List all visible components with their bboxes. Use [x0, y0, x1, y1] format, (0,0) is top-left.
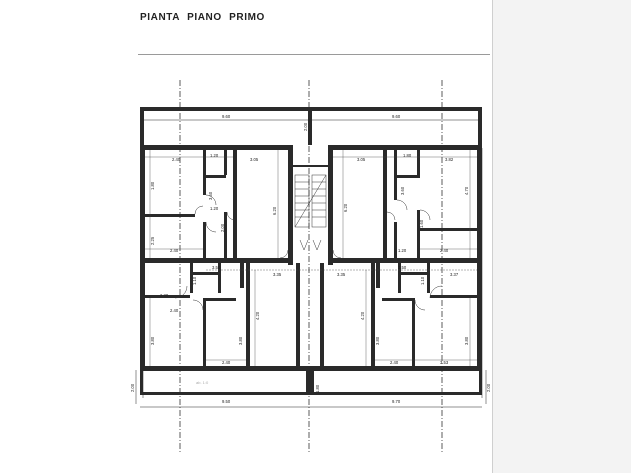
dim-left-w3: 3.05 — [250, 157, 259, 162]
wall-mid-left — [145, 258, 288, 263]
dim-right-h4: 1.20 — [398, 248, 407, 253]
dim-top-right-total: 9.60 — [392, 114, 401, 119]
dim-right-h1: 3.60 — [400, 186, 405, 195]
drawing-title: PIANTA PIANO PRIMO — [140, 12, 265, 23]
dim-left-h6: 1.20 — [210, 206, 219, 211]
wall-bottom — [140, 366, 482, 371]
dim-bottom-right-total: 9.70 — [392, 399, 401, 404]
dim-bottom-left-h: 2.00 — [130, 383, 135, 392]
dim-bottom-core: 1.80 — [315, 384, 320, 393]
dim-low-left-h2: 3.80 — [238, 336, 243, 345]
dim-low-right-h2: 3.80 — [375, 336, 380, 345]
door-swing — [397, 200, 407, 210]
door-swing — [280, 250, 288, 258]
door-swing — [387, 212, 395, 220]
dim-left-h7: 2.00 — [220, 223, 225, 232]
outer-walls — [140, 107, 482, 395]
dim-low-right-b: 3.53 — [440, 360, 449, 365]
stair-treads — [295, 175, 326, 250]
wall-mid-right — [333, 258, 477, 263]
dim-low-right-a: 2.40 — [390, 360, 399, 365]
dim-left-w2: 1.20 — [210, 153, 219, 158]
dim-mid-left-h: 1.10 — [192, 276, 197, 285]
interior-walls-upper-left — [145, 150, 288, 293]
dim-right-h3: 2.40 — [440, 248, 449, 253]
dim-mid-right-b: 3.50 — [398, 265, 407, 270]
dim-right-w3: 3.82 — [445, 157, 454, 162]
door-swing — [333, 250, 341, 258]
dim-low-right-h3: 3.80 — [464, 336, 469, 345]
dim-core-h: 6.20 — [343, 203, 348, 212]
dim-left-w1: 2.40 — [172, 157, 181, 162]
dim-low-left-b: 2.40 — [170, 308, 179, 313]
dimension-chains — [136, 120, 486, 407]
dim-low-left-a: 2.30 — [160, 293, 169, 298]
dim-top-left-total: 9.60 — [222, 114, 231, 119]
dim-bottom-left-total: 9.50 — [222, 399, 231, 404]
dim-mid-right-c: 3.37 — [450, 272, 459, 277]
dim-left-h5: 6.20 — [272, 206, 277, 215]
door-swing — [193, 300, 203, 310]
dim-low-right-h1: 4.20 — [360, 311, 365, 320]
dim-low-left-h3: 4.20 — [255, 311, 260, 320]
dim-mid-right-h: 1.10 — [420, 276, 425, 285]
dim-left-h2: 3.60 — [208, 191, 213, 200]
dim-low-left-c: 2.40 — [222, 360, 231, 365]
dim-bottom-right-h: 2.00 — [486, 383, 491, 392]
wall-top-left-balcony — [140, 107, 312, 111]
wall-top-left — [140, 145, 293, 150]
door-swing — [195, 206, 203, 214]
dim-right-w2: 1.80 — [403, 153, 412, 158]
dim-right-w1: 3.05 — [357, 157, 366, 162]
dim-mid-right-a: 3.35 — [337, 272, 346, 277]
wall-left — [140, 145, 145, 370]
dim-top-core: 2.00 — [303, 122, 308, 131]
stair-core — [288, 145, 333, 265]
wall-top-right-balcony — [312, 107, 482, 111]
dim-right-h5: 1.60 — [419, 219, 424, 228]
dim-low-left-h1: 3.80 — [150, 336, 155, 345]
wall-right — [477, 145, 482, 370]
door-swing — [206, 222, 216, 232]
pencil-note: ab. 1:0 — [196, 380, 209, 385]
door-swing — [420, 210, 430, 220]
dim-mid-left-b: 3.35 — [273, 272, 282, 277]
dim-right-h2: 4.70 — [464, 186, 469, 195]
dim-left-h4: 2.40 — [170, 248, 179, 253]
dim-left-h1: 1.80 — [150, 181, 155, 190]
door-swing — [415, 300, 425, 310]
dim-left-h3: 2.25 — [150, 236, 155, 245]
dim-mid-left-a: 3.50 — [212, 265, 221, 270]
wall-top-right — [330, 145, 482, 150]
